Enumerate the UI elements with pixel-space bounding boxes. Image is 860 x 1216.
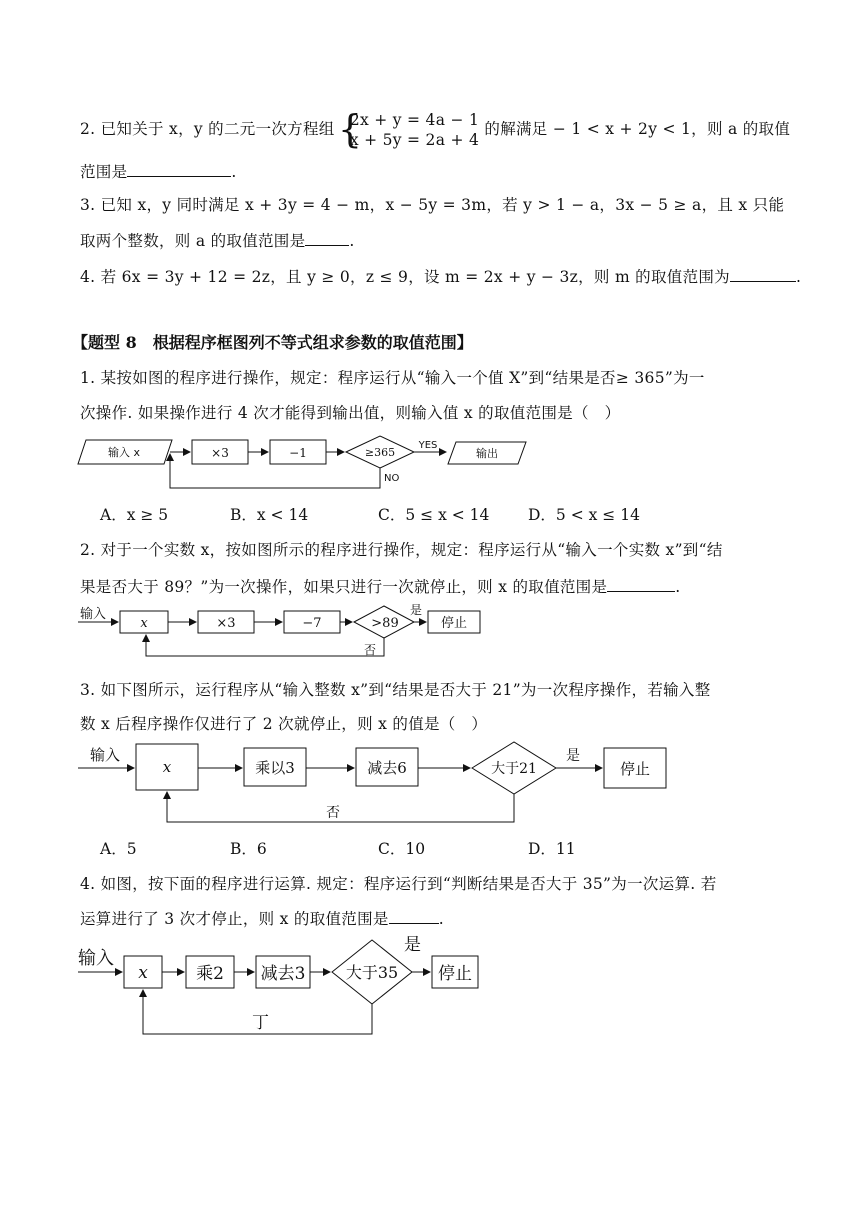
flow-condition-label: >89 — [371, 616, 399, 631]
p2-line1: 2. 对于一个实数 x，按如图所示的程序进行操作，规定：程序运行从“输入一个实数 x”到“结 — [80, 541, 723, 559]
flow-yes-label: 是 — [566, 748, 580, 764]
q2-eq1: 2x + y = 4a − 1 — [349, 111, 480, 129]
flow-op1-label: 乘2 — [196, 964, 224, 984]
p3-option-b[interactable]: B．6 — [230, 840, 267, 858]
flowchart-2 — [0, 602, 860, 662]
p3-option-c[interactable]: C．10 — [378, 840, 426, 858]
p1-option-c[interactable]: C．5 ≤ x < 14 — [378, 506, 490, 524]
p4-line2-text: 运算进行了 3 次才停止，则 x 的取值范围是 — [80, 910, 389, 928]
answer-blank[interactable] — [607, 577, 675, 592]
q4-line1-text: 4. 若 6x = 3y + 12 = 2z，且 y ≥ 0，z ≤ 9，设 m = 2x + y − 3z，则 m 的取值范围为 — [80, 268, 730, 286]
flow-output-label: 停止 — [438, 964, 472, 984]
p3-line2: 数 x 后程序操作仅进行了 2 次就停止，则 x 的值是（ ） — [80, 715, 488, 733]
flow-op1-label: 乘以3 — [255, 759, 295, 777]
flow-input-label: 输入 x — [107, 446, 141, 459]
flow-loop-arrow — [167, 792, 514, 822]
q2-prefix: 2. 已知关于 x，y 的二元一次方程组 — [80, 120, 335, 138]
p2-line2: 果是否大于 89？”为一次操作，如果只进行一次就停止，则 x 的取值范围是 . — [80, 578, 681, 596]
q2-suffix: 的解满足 − 1 < x + 2y < 1，则 a 的取值 — [484, 120, 791, 138]
brace-icon: { — [337, 107, 363, 151]
flow-op2-label: −1 — [289, 446, 307, 460]
q3-line2-text: 取两个整数，则 a 的取值范围是 — [80, 232, 306, 250]
q3-line2: 取两个整数，则 a 的取值范围是 . — [80, 232, 355, 250]
q2-eq2: x + 5y = 2a + 4 — [349, 131, 480, 149]
flow-op2-label: 减去3 — [260, 964, 306, 984]
flow-x-label: x — [162, 758, 172, 776]
flow-output-label: 输出 — [476, 447, 498, 460]
flow-no-label: 否 — [364, 643, 377, 657]
flow-op2-label: 减去6 — [367, 759, 407, 777]
p1-option-a[interactable]: A．x ≥ 5 — [100, 506, 169, 524]
flow-yes-label: YES — [418, 440, 438, 451]
flow-condition-label: 大于21 — [491, 761, 537, 777]
answer-blank[interactable] — [389, 909, 439, 924]
flow-condition-label: 大于35 — [345, 963, 399, 982]
flow-input-label: 输入 — [90, 746, 121, 764]
flow-x-label: x — [140, 616, 148, 631]
p1-option-d[interactable]: D．5 < x ≤ 14 — [528, 506, 640, 524]
flow-yes-label: 是 — [404, 935, 421, 955]
p2-line2-text: 果是否大于 89？”为一次操作，如果只进行一次就停止，则 x 的取值范围是 — [80, 578, 608, 596]
flow-op1-label: ×3 — [216, 616, 236, 631]
flow-op2-label: −7 — [302, 616, 322, 631]
p1-line1: 1. 某按如图的程序进行操作，规定：程序运行从“输入一个值 X”到“结果是否≥ 365”为一 — [80, 369, 705, 387]
flow-no-label: 丁 — [252, 1013, 269, 1033]
flowchart-1 — [0, 432, 860, 492]
flow-x-label: x — [138, 963, 148, 983]
q2-line1 — [80, 107, 791, 151]
flow-no-label: NO — [384, 473, 400, 484]
p4-line1: 4. 如图，按下面的程序进行运算. 规定：程序运行到“判断结果是否大于 35”为一次运算. 若 — [80, 875, 717, 893]
q2-line2-text: 范围是 — [80, 163, 128, 181]
section-title: 【题型 8 根据程序框图列不等式组求参数的取值范围】 — [72, 333, 473, 352]
flow-no-label: 否 — [326, 805, 340, 821]
p3-line1: 3. 如下图所示，运行程序从“输入整数 x”到“结果是否大于 21”为一次程序操作，若输入整 — [80, 681, 711, 699]
p3-option-a[interactable]: A．5 — [100, 840, 137, 858]
flow-input-label: 输入 — [80, 607, 107, 622]
flow-yes-label: 是 — [410, 603, 423, 617]
answer-blank[interactable] — [127, 162, 231, 177]
p3-option-d[interactable]: D．11 — [528, 840, 576, 858]
q4-line1: 4. 若 6x = 3y + 12 = 2z，且 y ≥ 0，z ≤ 9，设 m = 2x + y − 3z，则 m 的取值范围为 . — [80, 268, 802, 286]
answer-blank[interactable] — [305, 231, 349, 246]
flow-output-label: 停止 — [619, 760, 651, 778]
q3-line1: 3. 已知 x，y 同时满足 x + 3y = 4 − m，x − 5y = 3m，若 y > 1 − a，3x − 5 ≥ a，且 x 只能 — [80, 196, 785, 214]
flow-loop-arrow — [146, 635, 384, 656]
flow-loop-arrow — [170, 454, 380, 488]
p4-line2: 运算进行了 3 次才停止，则 x 的取值范围是 . — [80, 910, 444, 928]
flowchart-4 — [0, 932, 860, 1042]
p1-option-b[interactable]: B．x < 14 — [230, 506, 309, 524]
p1-line2: 次操作. 如果操作进行 4 次才能得到输出值，则输入值 x 的取值范围是（ ） — [80, 404, 621, 422]
q2-line2: 范围是 . — [80, 163, 237, 181]
flow-condition-label: ≥365 — [364, 446, 396, 459]
answer-blank[interactable] — [730, 267, 796, 282]
flow-op1-label: ×3 — [211, 446, 229, 460]
flow-input-label: 输入 — [78, 948, 114, 969]
flowchart-3 — [0, 738, 860, 828]
equation-system — [337, 107, 480, 151]
flow-output-label: 停止 — [440, 616, 468, 631]
